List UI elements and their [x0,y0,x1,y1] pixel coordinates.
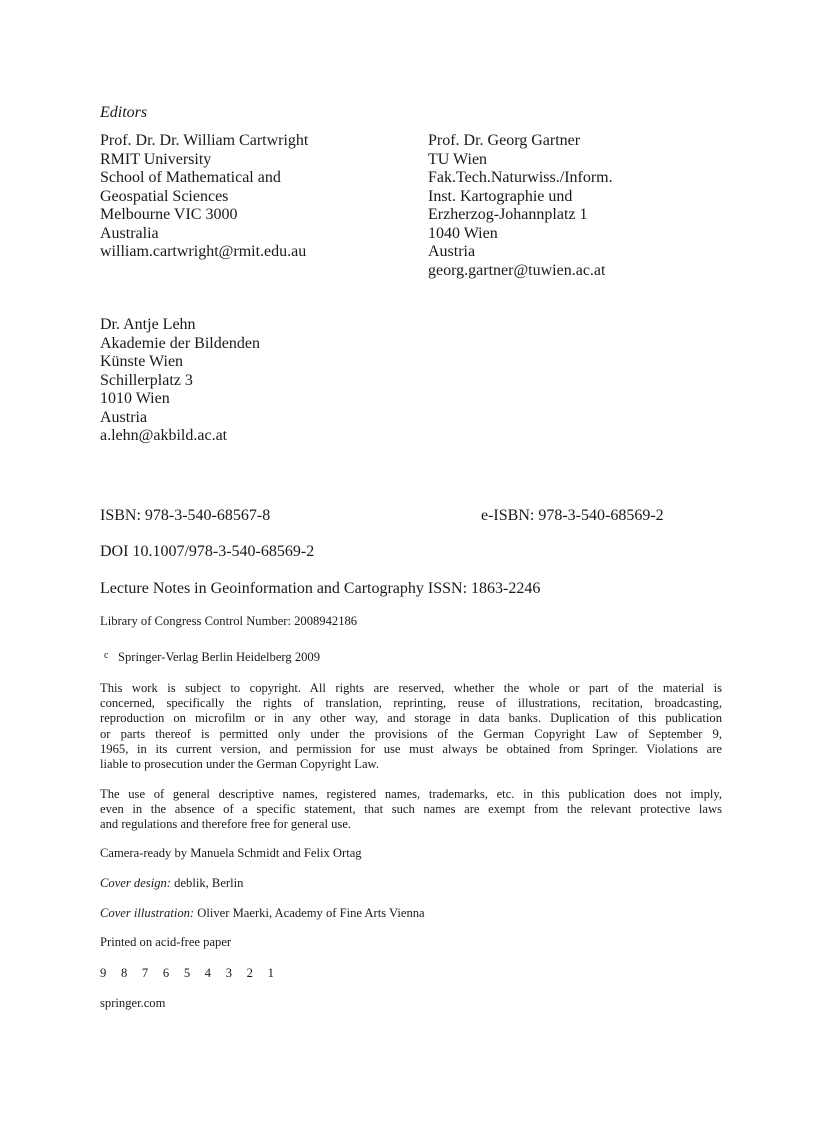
copyright-symbol: c [104,650,109,661]
editor-address-line: Melbourne VIC 3000 [100,206,238,223]
copyright-holder: Springer-Verlag Berlin Heidelberg 2009 [118,650,321,664]
cover-illustration-credit [100,906,425,921]
editor-address-line: Erzherzog-Johannplatz 1 [428,206,588,223]
copyright-notice-line: liable to prosecution under the German Copyright Law. [100,757,379,772]
doi: DOI 10.1007/978-3-540-68569-2 [100,543,315,560]
cover-illustration-label: Cover illustration: [100,906,195,920]
printing-line [100,966,285,981]
copyright-notice-line: This work is subject to copyright. All rights are reserved, whether the whole or part of the material is [100,681,722,695]
editor-email: a.lehn@akbild.ac.at [100,427,228,444]
trademark-notice-line: and regulations and therefore free for general use. [100,817,352,832]
editor-affiliation: TU Wien [428,150,488,168]
print-digit: 7 [141,966,149,980]
cover-design-label: Cover design: [100,876,171,890]
editor-affiliation: Künste Wien [100,353,184,370]
paper-note: Printed on acid-free paper [100,935,232,949]
editor-address-line: Fak.Tech.Naturwiss./Inform. [428,169,613,186]
trademark-notice [100,787,722,833]
copyright-notice-line: or parts thereof is permitted only under the provisions of the German Copyright Law of September 9, [100,726,722,741]
editor-address-line: Schillerplatz 3 [100,371,193,389]
editor-address-lehn [100,316,260,446]
print-digit: 8 [120,966,128,980]
print-digit: 6 [162,966,170,980]
trademark-notice-line: The use of general descriptive names, registered names, trademarks, etc. in this publication does not imply, [100,787,722,801]
editor-email: georg.gartner@tuwien.ac.at [428,261,606,279]
cover-design-credit [100,876,243,891]
editor-name: Dr. Antje Lehn [100,316,196,333]
cover-illustration-value: Oliver Maerki, Academy of Fine Arts Vienna [194,906,425,920]
editor-address-gartner [428,132,613,280]
camera-ready-credit: Camera-ready by Manuela Schmidt and Felix Ortag [100,846,362,860]
editor-address-line: Geospatial Sciences [100,187,229,205]
editor-affiliation: RMIT University [100,150,212,168]
publisher-website: springer.com [100,996,166,1010]
series-issn: Lecture Notes in Geoinformation and Cartography ISSN: 1863-2246 [100,580,541,597]
editor-address-cartwright [100,132,308,262]
print-digit: 1 [267,966,274,980]
print-digit: 5 [183,966,191,980]
editor-name: Prof. Dr. Dr. William Cartwright [100,132,309,149]
copyright-notice [100,681,722,772]
print-digit: 3 [225,966,233,980]
print-digit: 9 [100,966,107,980]
editor-address-line: Inst. Kartographie und [428,187,573,205]
editor-address-line: 1040 Wien [428,224,498,242]
editor-address-line: School of Mathematical and [100,169,281,186]
editor-email: william.cartwright@rmit.edu.au [100,243,307,260]
lccn: Library of Congress Control Number: 2008942186 [100,614,358,628]
copyright-notice-line: concerned, specifically the rights of translation, reprinting, reuse of illustrations, recitation, broadcasting, [100,696,722,711]
isbn: ISBN: 978-3-540-68567-8 [100,507,271,524]
editors-heading: Editors [100,104,148,121]
cover-design-value: deblik, Berlin [171,876,244,890]
editor-country: Austria [428,243,476,260]
editor-affiliation: Akademie der Bildenden [100,334,260,352]
print-digit: 2 [246,966,253,980]
editor-name: Prof. Dr. Georg Gartner [428,132,581,149]
editor-address-line: 1010 Wien [100,390,170,407]
copyright-notice-line: reproduction on microfilm or in any other way, and storage in data banks. Duplication of this publication [100,711,722,726]
editor-country: Austria [100,408,148,426]
trademark-notice-line: even in the absence of a specific statement, that such names are exempt from the relevant protective laws [100,802,722,817]
e-isbn: e-ISBN: 978-3-540-68569-2 [481,507,664,524]
editor-country: Australia [100,224,159,242]
print-digit: 4 [204,966,212,980]
copyright-notice-line: 1965, in its current version, and permission for use must always be obtained from Springer. Violations are [100,741,722,756]
